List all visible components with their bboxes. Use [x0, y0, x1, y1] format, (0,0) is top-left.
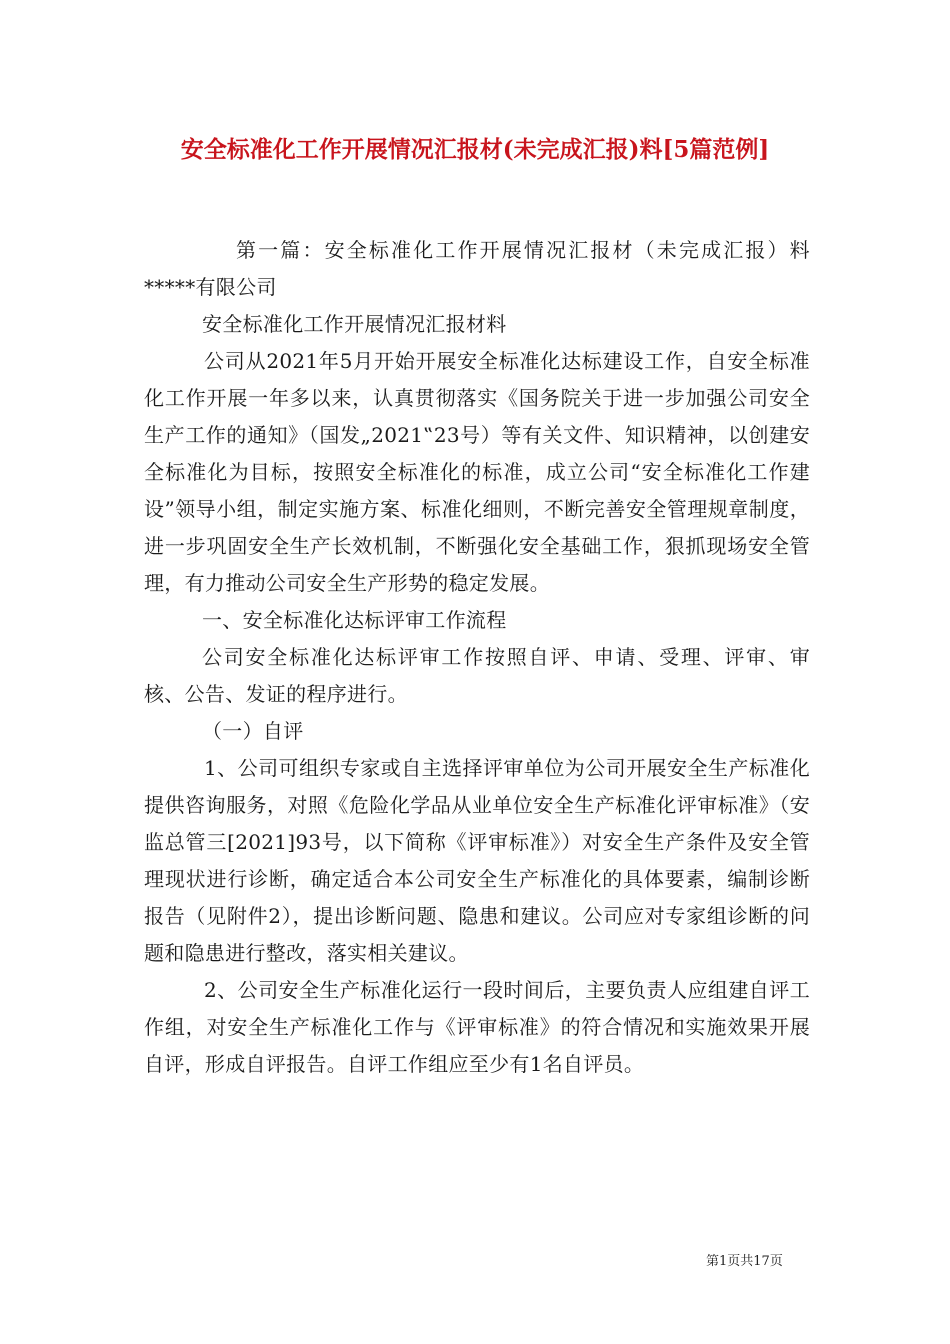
section-heading-process: 一、安全标准化达标评审工作流程 [202, 608, 507, 632]
paragraph-intro: 公司从2021年5月开始开展安全标准化达标建设工作，自安全标准化工作开展一年多以来，认真贯彻落实《国务院关于进一步加强公司安全生产工作的通知》（国发„2021‟23号）等有关文件、知识精神，以创建安全标准化为目标，按照安全标准化的标准，成立公司“安全标准化工作建设”领导小组，制定实施方案、标准化细则，不断完善安全管理规章制度，进一步巩固安全生产长效机制，不断强化安全基础工作，狠抓现场安全管理，有力推动公司安全生产形势的稳定发展。 [144, 349, 810, 595]
paragraph-process: 公司安全标准化达标评审工作按照自评、申请、受理、评审、审核、公告、发证的程序进行。 [144, 645, 810, 706]
paragraph-chapter-heading: 第一篇：安全标准化工作开展情况汇报材（未完成汇报）料*****有限公司 [144, 238, 810, 299]
subsection-heading-self-eval: （一）自评 [202, 719, 304, 743]
page-number: 第1页共17页 [706, 1254, 783, 1269]
document-body [144, 232, 810, 1083]
paragraph-item-2: 2、公司安全生产标准化运行一段时间后，主要负责人应组建自评工作组，对安全生产标准化工作与《评审标准》的符合情况和实施效果开展自评，形成自评报告。自评工作组应至少有1名自评员。 [144, 978, 810, 1076]
document-title: 安全标准化工作开展情况汇报材(未完成汇报)料[5篇范例] [180, 136, 770, 163]
paragraph-subtitle: 安全标准化工作开展情况汇报材料 [202, 312, 507, 336]
paragraph-item-1: 1、公司可组织专家或自主选择评审单位为公司开展安全生产标准化提供咨询服务，对照《危险化学品从业单位安全生产标准化评审标准》（安监总管三[2021]93号，以下简称《评审标准》）对安全生产条件及安全管理现状进行诊断，确定适合本公司安全生产标准化的具体要素，编制诊断报告（见附件2），提出诊断问题、隐患和建议。公司应对专家组诊断的问题和隐患进行整改，落实相关建议。 [144, 756, 810, 965]
